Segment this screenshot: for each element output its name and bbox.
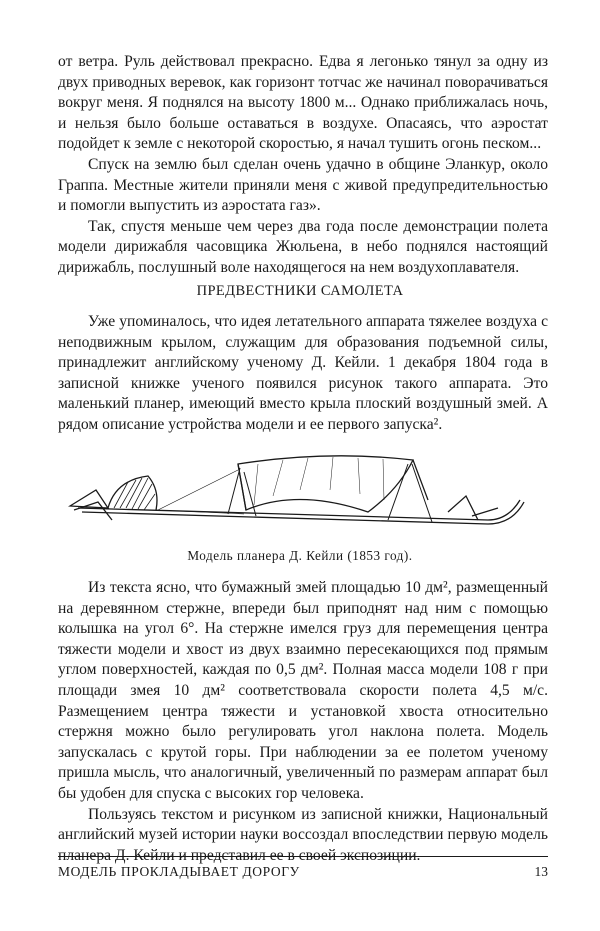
paragraph-4: Уже упоминалось, что идея летательного аппарата тяжелее воздуха с неподвижным крылом, служащим для образования подъемной силы, принадлежит английскому ученому Д. Кейли. 1 декабря 1804 года в записной книжке ученого появился рисунок такого аппарата. Это маленький планер, имеющий вместо крыла плоский воздушный змей. А рядом описание устройства модели и ее первого запуска².	[58, 313, 548, 433]
section-heading: ПРЕДВЕСТНИКИ САМОЛЕТА	[196, 283, 404, 299]
middle-text-block	[58, 312, 548, 436]
paragraph-1: от ветра. Руль действовал прекрасно. Едва я легонько тянул за одну из двух приводных веревок, как горизонт тотчас же начинал поворачиваться вокруг меня. Я поднялся на высоту 1800 м... Однако приближалась ночь, и нельзя было больше оставаться в воздухе. Опасаясь, что аэростат подойдет к земле с некоторой скоростью, я начал тушить огонь песком...	[58, 53, 548, 153]
paragraph-3: Так, спустя меньше чем через два года после демонстрации полета модели дирижабля часовщика Жюльена, в небо поднялся настоящий дирижабль, послушный воле находящегося на нем воздухоплавателя.	[58, 217, 548, 276]
page-number: 13	[534, 864, 548, 879]
paragraph-2: Спуск на землю был сделан очень удачно в общине Эланкур, около Граппа. Местные жители приняли меня с живой предупредительностью и помогли выпустить из аэростата газ».	[58, 155, 548, 215]
figure-caption: Модель планера Д. Кейли (1853 год).	[187, 548, 413, 563]
paragraph-5: Из текста ясно, что бумажный змей площадью 10 дм², размещенный на деревянном стержне, впереди был приподнят над ним с помощью колышка на угол 6°. На стержне имелся груз для перемещения центра тяжести модели и хвост из двух взаимно пересекающихся под прямым углом поверхностей, каждая по 0,5 дм². Полная масса модели 108 г при площади змея 10 дм² соответствовала скорости полета 4,5 м/с. Размещением центра тяжести и установкой хвоста относительно стержня можно было регулировать угол наклона полета. Модель запускалась с крутой горы. При наблюдении за ее полетом ученому пришла мысль, что аналогичный, увеличенный по размерам аппарат был бы удобен для спуска с высоких гор человека.	[58, 579, 548, 802]
glider-illustration	[68, 450, 528, 550]
running-footer-title: МОДЕЛЬ ПРОКЛАДЫВАЕТ ДОРОГУ	[58, 864, 300, 879]
top-text-block	[58, 52, 548, 279]
footer-divider	[58, 856, 548, 857]
bottom-text-block	[58, 578, 548, 866]
paragraph-6: Пользуясь текстом и рисунком из записной книжки, Национальный английский музей истории науки воссоздал впоследствии первую модель планера Д. Кейли и представил ее в своей экспозиции.	[58, 805, 548, 864]
